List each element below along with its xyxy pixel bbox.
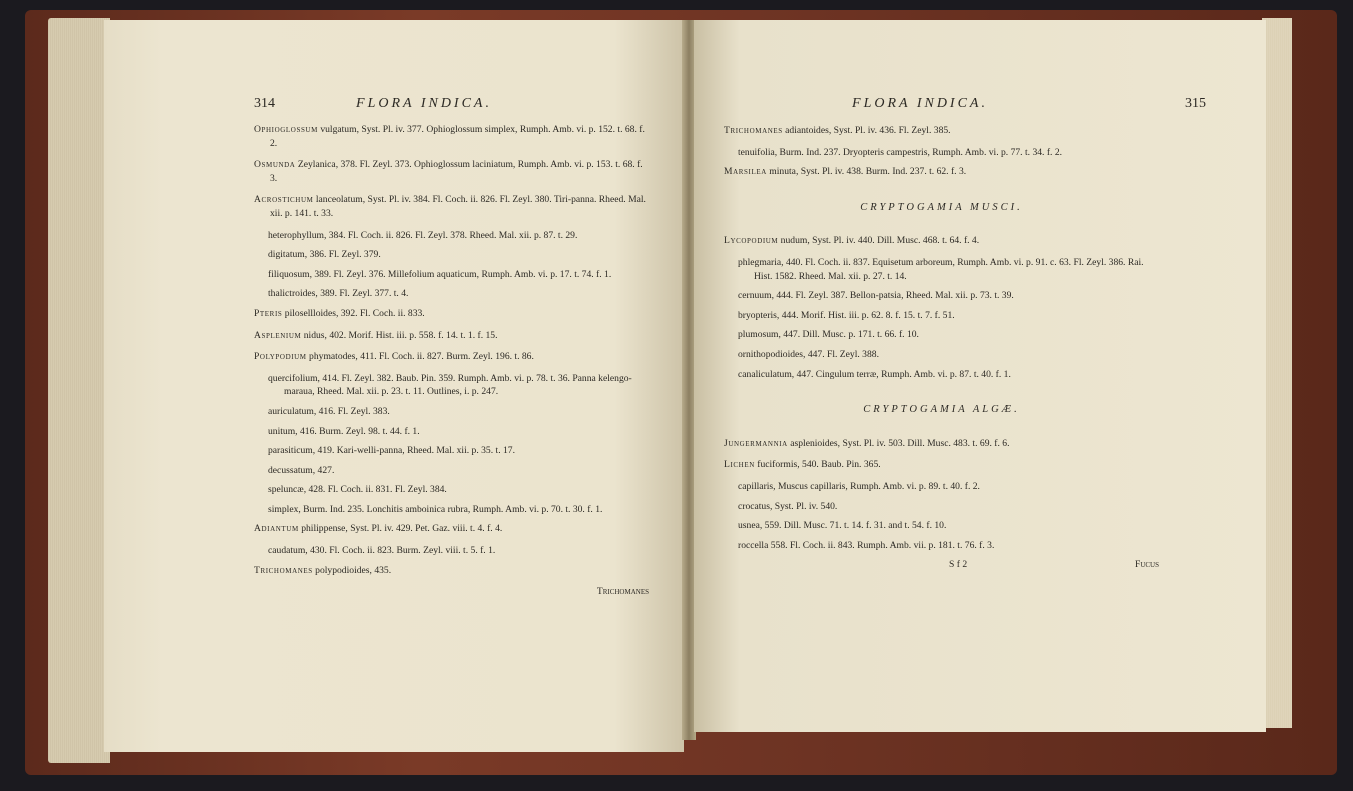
entry-crocatus: crocatus, Syst. Pl. iv. 540.: [738, 500, 838, 512]
entry-unitum: unitum, 416. Burm. Zeyl. 98. t. 44. f. 1.: [268, 425, 420, 437]
signature-mark: S f 2: [949, 559, 968, 571]
entry-tenuifolia: tenuifolia, Burm. Ind. 237. Dryopteris campestris, Rumph. Amb. vi. p. 77. t. 34. f. 2.: [738, 146, 1063, 158]
entry-polypodium: Polypodium phymatodes, 411. Fl. Coch. ii. 827. Burm. Zeyl. 196. t. 86.: [254, 351, 534, 363]
entry-usnea: usnea, 559. Dill. Musc. 71. t. 14. f. 31. and t. 54. f. 10.: [738, 520, 947, 532]
page-edges-left: [48, 18, 110, 763]
page-edges-right: [1262, 18, 1292, 728]
entry-parasiticum: parasiticum, 419. Kari-welli-panna, Rheed. Mal. xii. p. 35. t. 17.: [268, 445, 515, 457]
left-page-body: [254, 123, 649, 599]
entry-canaliculatum: canaliculatum, 447. Cingulum terræ, Rumph. Amb. vi. p. 87. t. 40. f. 1.: [738, 368, 1011, 380]
right-running-header: [694, 96, 1266, 116]
entry-acrostichum: Acrostichum lanceolatum, Syst. Pl. iv. 384. Fl. Coch. ii. 826. Fl. Zeyl. 380. Tiri-panna. Rheed. Mal. xii. p. 141. t. 33.: [254, 194, 646, 219]
entry-heterophyllum: heterophyllum, 384. Fl. Coch. ii. 826. Fl. Zeyl. 378. Rheed. Mal. xii. p. 87. t. 29.: [268, 229, 578, 241]
left-running-head: FLORA INDICA.: [356, 96, 492, 111]
right-page-number: 315: [1185, 96, 1206, 111]
right-page-footer: [724, 558, 1159, 572]
entry-marsilea: Marsilea minuta, Syst. Pl. iv. 438. Burm. Ind. 237. t. 62. f. 3.: [724, 166, 967, 178]
left-page: [104, 20, 684, 752]
entry-ophioglossum: Ophioglossum vulgatum, Syst. Pl. iv. 377. Ophioglossum simplex, Rumph. Amb. vi. p. 152. t. 68. f. 2.: [254, 124, 645, 149]
entry-quercifolium: quercifolium, 414. Fl. Zeyl. 382. Baub. Pin. 359. Rumph. Amb. vi. p. 78. t. 36. Panna kelengo-maraua, Rheed. Mal. xii. p. 23. t. 11. Outlines, i. p. 247.: [268, 372, 632, 398]
entry-asplenium: Asplenium nidus, 402. Morif. Hist. iii. p. 558. f. 14. t. 1. f. 15.: [254, 329, 498, 341]
entry-trichomanes-adiantoides: Trichomanes adiantoides, Syst. Pl. iv. 436. Fl. Zeyl. 385.: [724, 125, 951, 136]
entry-roccella: roccella 558. Fl. Coch. ii. 843. Rumph. Amb. vii. p. 181. t. 76. f. 3.: [738, 539, 995, 551]
entry-adiantum: Adiantum philippense, Syst. Pl. iv. 429. Pet. Gaz. viii. t. 4. f. 4.: [254, 523, 503, 535]
entry-simplex: simplex, Burm. Ind. 235. Lonchitis amboinica rubra, Rumph. Amb. vi. p. 70. t. 30. f. 1.: [268, 503, 603, 515]
section-heading-musci: CRYPTOGAMIA MUSCI.: [860, 201, 1023, 213]
entry-caudatum: caudatum, 430. Fl. Coch. ii. 823. Burm. Zeyl. viii. t. 5. f. 1.: [268, 545, 496, 557]
entry-ornithopodioides: ornithopodioides, 447. Fl. Zeyl. 388.: [738, 348, 879, 360]
entry-pteris: Pteris pilosellloides, 392. Fl. Coch. ii. 833.: [254, 307, 425, 319]
entry-jungermannia: Jungermannia asplenioides, Syst. Pl. iv. 503. Dill. Musc. 483. t. 69. f. 6.: [724, 437, 1010, 449]
right-catchword: Fucus: [1134, 559, 1159, 571]
section-heading-algae: CRYPTOGAMIA ALGÆ.: [863, 404, 1020, 416]
left-running-header: [104, 96, 684, 116]
entry-plumosum: plumosum, 447. Dill. Musc. p. 171. t. 66. f. 10.: [738, 329, 919, 341]
entry-speluncae: speluncæ, 428. Fl. Coch. ii. 831. Fl. Zeyl. 384.: [268, 484, 447, 496]
left-catchword: Trichomanes: [596, 586, 649, 598]
right-page-body: [724, 124, 1159, 572]
entry-auriculatum: auriculatum, 416. Fl. Zeyl. 383.: [268, 405, 390, 417]
entry-trichomanes: Trichomanes polypodioides, 435.: [254, 564, 392, 576]
entry-cernuum: cernuum, 444. Fl. Zeyl. 387. Bellon-patsia, Rheed. Mal. xii. p. 73. t. 39.: [738, 290, 1014, 302]
entry-lycopodium: Lycopodium nudum, Syst. Pl. iv. 440. Dill. Musc. 468. t. 64. f. 4.: [724, 235, 980, 247]
entry-phlegmaria: phlegmaria, 440. Fl. Coch. ii. 837. Equisetum arboreum, Rumph. Amb. vi. p. 91. c. 63. Fl. Zeyl. 386. Rai. Hist. 1582. Rheed. Mal. xii. p. 27. t. 14.: [738, 256, 1144, 282]
entry-capillaris: capillaris, Muscus capillaris, Rumph. Amb. vi. p. 89. t. 40. f. 2.: [738, 480, 980, 492]
entry-decussatum: decussatum, 427.: [268, 464, 335, 476]
entry-digitatum: digitatum, 386. Fl. Zeyl. 379.: [268, 249, 381, 261]
entry-thalictroides: thalictroides, 389. Fl. Zeyl. 377. t. 4.: [268, 288, 409, 300]
entry-filiquosum: filiquosum, 389. Fl. Zeyl. 376. Millefolium aquaticum, Rumph. Amb. vi. p. 17. t. 74. f. 1.: [268, 268, 612, 280]
left-page-number: 314: [254, 96, 275, 111]
entry-bryopteris: bryopteris, 444. Morif. Hist. iii. p. 62. 8. f. 15. t. 7. f. 51.: [738, 309, 955, 321]
right-page: [694, 20, 1266, 732]
entry-osmunda: Osmunda Zeylanica, 378. Fl. Zeyl. 373. Ophioglossum laciniatum, Rumph. Amb. vi. p. 153. t. 68. f. 3.: [254, 159, 643, 184]
entry-lichen: Lichen fuciformis, 540. Baub. Pin. 365.: [724, 459, 881, 471]
right-running-head: FLORA INDICA.: [852, 96, 988, 111]
